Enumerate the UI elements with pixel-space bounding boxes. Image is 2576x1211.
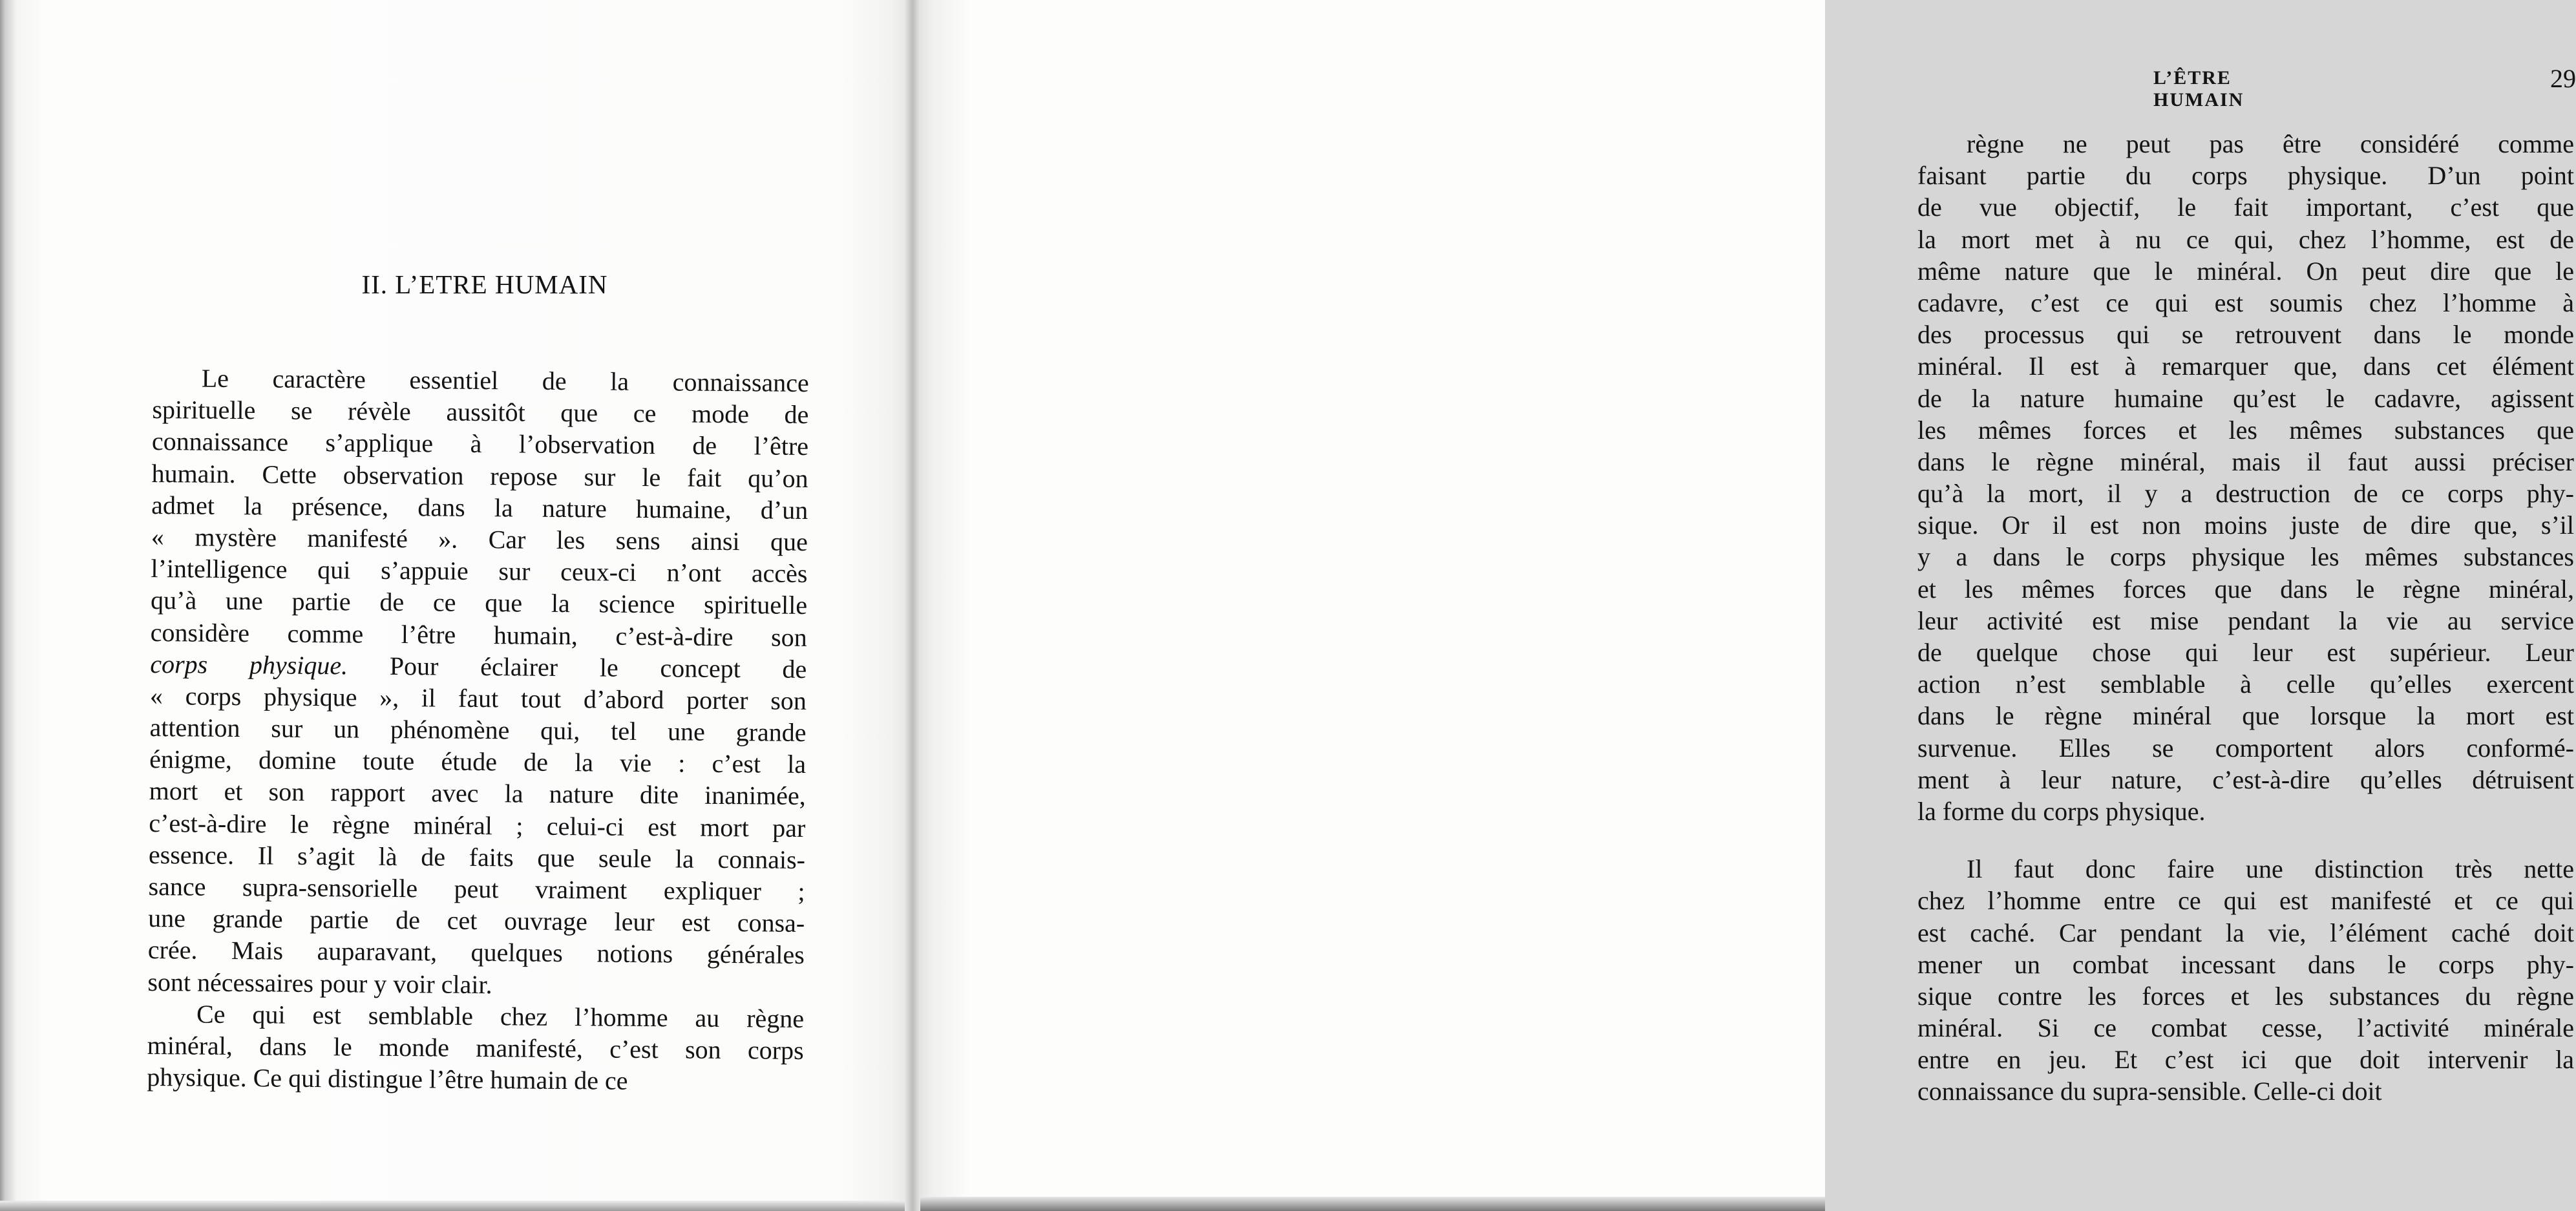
text-line: cadavre, c’est ce qui est soumis chez l’homme à (1917, 288, 2574, 317)
paragraph (1917, 128, 2574, 827)
text-line: mort et son rapport avec la nature dite inanimée, (149, 776, 806, 811)
text-line: est caché. Car pendant la vie, l’élément caché doit (1917, 918, 2574, 947)
text-line: dans le règne minéral que lorsque la mort est (1917, 701, 2574, 731)
text-line: chez l’homme entre ce qui est manifesté et ce qui (1917, 886, 2574, 916)
text-line: sique contre les forces et les substances du règne (1917, 981, 2574, 1011)
text-line: physique. Ce qui distingue l’être humain de ce (147, 1062, 628, 1095)
chapter-title: II. L’ETRE HUMAIN (361, 269, 608, 299)
paragraph-gap (1917, 827, 2574, 853)
text-line: sique. Or il est non moins juste de dire que, s’il (1917, 511, 2574, 540)
text-line: la forme du corps physique. (1917, 796, 2206, 826)
text-line: Le caractère essentiel de la connaissance (201, 363, 809, 397)
text-line: sance supra-sensorielle peut vraiment expliquer ; (148, 871, 805, 906)
text-line: règne ne peut pas être considéré comme (1967, 129, 2574, 158)
paragraph (147, 998, 804, 1099)
text-line: dans le règne minéral, mais il faut aussi préciser (1917, 447, 2574, 476)
paragraph (1917, 853, 2574, 1108)
text-line: leur activité est mise pendant la vie au service (1917, 606, 2574, 635)
right-page-body (1917, 128, 2574, 1108)
text-line: de la nature humaine qu’est le cadavre, agissent (1917, 383, 2574, 413)
text-line: humain. Cette observation repose sur le fait qu’on (151, 458, 808, 493)
page-number: 29 (2550, 64, 2576, 93)
text-line: Il faut donc faire une distinction très nette (1967, 854, 2574, 884)
text-line: de vue objectif, le fait important, c’est que (1917, 193, 2574, 222)
text-line: faisant partie du corps physique. D’un point (1917, 161, 2574, 191)
text-line: sont nécessaires pour y voir clair. (147, 967, 492, 999)
text-line: entre en jeu. Et c’est ici que doit intervenir la (1917, 1045, 2574, 1075)
text-line: une grande partie de cet ouvrage leur est consa- (148, 903, 805, 938)
text-line: action n’est semblable à celle qu’elles exercent (1917, 669, 2574, 699)
text-line: y a dans le corps physique les mêmes substances (1917, 542, 2574, 572)
text-line: qu’à la mort, il y a destruction de ce corps phy- (1917, 479, 2574, 509)
text-line: minéral, dans le monde manifesté, c’est son corps (147, 1030, 804, 1065)
text-line: « corps physique », il faut tout d’abord porter son (149, 680, 807, 715)
text-line: « mystère manifesté ». Car les sens ainsi que (151, 521, 808, 556)
text-line: essence. Il s’agit là de faits que seule la connais- (148, 839, 806, 874)
text-line: des processus qui se retrouvent dans le monde (1917, 320, 2574, 350)
text-line: spirituelle se révèle aussitôt que ce mode de (152, 395, 809, 430)
text-line: crée. Mais auparavant, quelques notions générales (147, 935, 805, 970)
left-page-body (147, 362, 809, 1098)
text-line: mener un combat incessant dans le corps phy- (1917, 949, 2574, 979)
book-gutter (905, 0, 920, 1211)
text-line: la mort met à nu ce qui, chez l’homme, est de (1917, 224, 2574, 254)
text-line: admet la présence, dans la nature humaine, d’un (151, 490, 808, 525)
text-line: et les mêmes forces que dans le règne minéral, (1917, 574, 2574, 604)
left-page (0, 0, 913, 1211)
text-line: connaissance s’applique à l’observation de l’être (151, 426, 809, 461)
right-page (913, 0, 2576, 1211)
text-line: connaissance du supra-sensible. Celle-ci doit (1917, 1077, 2382, 1106)
text-line: ment à leur nature, c’est-à-dire qu’elles détruisent (1917, 764, 2574, 794)
text-line: considère comme l’être humain, c’est-à-dire son (150, 617, 807, 652)
text-line: de quelque chose qui leur est supérieur. Leur (1917, 638, 2574, 667)
running-head: L’ÊTRE HUMAIN (2153, 67, 2244, 111)
paragraph (147, 362, 809, 1003)
text-line: survenue. Elles se comportent alors conformé- (1917, 733, 2574, 763)
text-line: minéral. Si ce combat cesse, l’activité minérale (1917, 1013, 2574, 1043)
text-line: énigme, domine toute étude de la vie : c’est la (149, 744, 807, 779)
text-line: corps physique. Pour éclairer le concept de (150, 649, 807, 684)
text-line: attention sur un phénomène qui, tel une grande (149, 713, 807, 748)
text-line: l’intelligence qui s’appuie sur ceux-ci n’ont accès (151, 554, 808, 589)
text-line: Ce qui est semblable chez l’homme au règne (196, 999, 805, 1033)
text-line: minéral. Il est à remarquer que, dans cet élément (1917, 352, 2574, 381)
text-line: qu’à une partie de ce que la science spirituelle (150, 585, 808, 620)
text-line: même nature que le minéral. On peut dire que le (1917, 256, 2574, 286)
text-line: c’est-à-dire le règne minéral ; celui-ci est mort par (149, 808, 806, 843)
text-line: les mêmes forces et les mêmes substances que (1917, 415, 2574, 445)
